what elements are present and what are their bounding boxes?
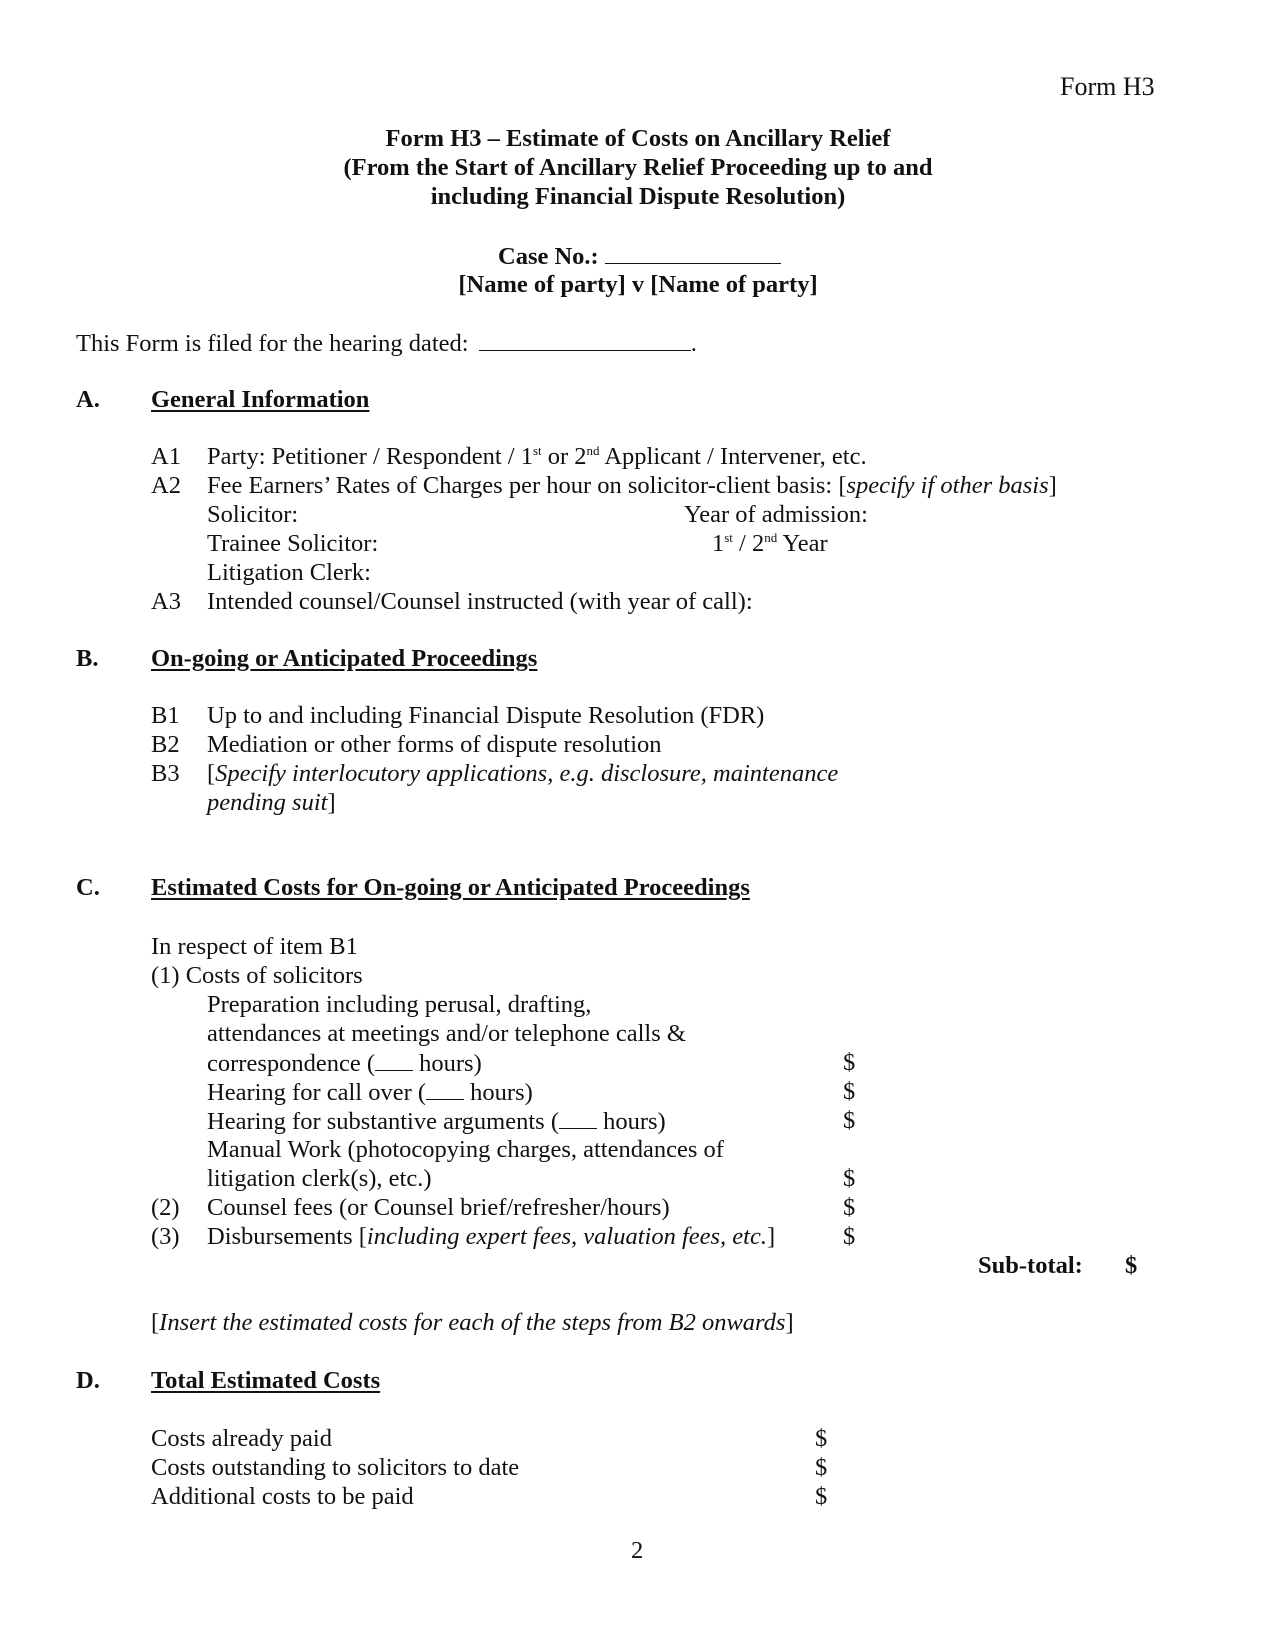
case-no-row — [498, 241, 781, 271]
currency-counsel: $ — [843, 1194, 856, 1221]
callover-hours-blank[interactable] — [426, 1077, 464, 1100]
filed-for-label: This Form is filed for the hearing dated: — [76, 330, 469, 357]
section-c-letter: C. — [76, 874, 100, 901]
a2-italic: specify if other basis — [846, 472, 1049, 499]
additional-costs-currency: $ — [815, 1483, 828, 1510]
costs-paid-label: Costs already paid — [151, 1425, 332, 1452]
disb-num: (3) — [151, 1223, 180, 1250]
solicitor-label: Solicitor: — [207, 501, 299, 528]
prep-line1: Preparation including perusal, drafting, — [207, 991, 592, 1018]
costs-paid-currency: $ — [815, 1425, 828, 1452]
b2-text: Mediation or other forms of dispute resolution — [207, 731, 662, 758]
b2-num: B2 — [151, 731, 180, 758]
b1-text: Up to and including Financial Dispute Resolution (FDR) — [207, 702, 765, 729]
costs-outstanding-label: Costs outstanding to solicitors to date — [151, 1454, 520, 1481]
prep-line2: attendances at meetings and/or telephone calls & — [207, 1020, 686, 1047]
b3-line1 — [207, 759, 838, 788]
a1-sup2: nd — [586, 443, 600, 458]
callover-line — [207, 1077, 533, 1107]
a1-pre: Party: Petitioner / Respondent / 1 — [207, 443, 533, 470]
currency-manual: $ — [843, 1165, 856, 1192]
section-d-heading: Total Estimated Costs — [151, 1367, 381, 1394]
year-mid: / 2 — [732, 530, 765, 557]
substantive-b: hours) — [596, 1108, 666, 1135]
a2-num: A2 — [151, 472, 181, 499]
substantive-a: Hearing for substantive arguments ( — [207, 1108, 559, 1135]
a2-main: Fee Earners’ Rates of Charges per hour on solicitor-client basis: [ — [207, 472, 847, 499]
b3-num: B3 — [151, 760, 180, 787]
prep-hours-blank[interactable] — [375, 1048, 413, 1071]
year-post: Year — [777, 530, 828, 557]
a1-mid: or 2 — [541, 443, 587, 470]
a1-num: A1 — [151, 443, 181, 470]
trainee-year — [712, 529, 828, 558]
costs-solicitors: (1) Costs of solicitors — [151, 962, 363, 989]
prep-line3 — [207, 1048, 482, 1078]
form-label: Form H3 — [1060, 72, 1155, 101]
disb-italic: including expert fees, valuation fees, etc. — [366, 1223, 767, 1250]
section-b-letter: B. — [76, 645, 99, 672]
subtotal-label: Sub-total: — [978, 1252, 1083, 1279]
form-subtitle-line2: including Financial Dispute Resolution) — [430, 183, 846, 210]
disb-pre: Disbursements [ — [207, 1223, 367, 1250]
a1-sup1: st — [532, 443, 542, 458]
section-d-letter: D. — [76, 1367, 100, 1394]
counsel-num: (2) — [151, 1194, 180, 1221]
year-sup2: nd — [764, 530, 778, 545]
section-b-heading: On-going or Anticipated Proceedings — [151, 645, 538, 672]
filed-for-period: . — [690, 330, 697, 357]
insert-close: ] — [785, 1309, 794, 1336]
a1-post: Applicant / Intervener, etc. — [599, 443, 867, 470]
hearing-date-blank[interactable] — [479, 328, 691, 351]
page-number: 2 — [631, 1537, 644, 1564]
prep3-a: correspondence ( — [207, 1050, 376, 1077]
b1-num: B1 — [151, 702, 180, 729]
substantive-line — [207, 1106, 666, 1136]
form-title: Form H3 – Estimate of Costs on Ancillary Relief — [385, 125, 891, 152]
year-sup1: st — [724, 530, 733, 545]
year-admission-label: Year of admission: — [684, 501, 868, 528]
b3-italic2: pending suit — [207, 789, 328, 816]
callover-a: Hearing for call over ( — [207, 1079, 427, 1106]
substantive-hours-blank[interactable] — [559, 1106, 597, 1129]
trainee-label: Trainee Solicitor: — [207, 530, 379, 557]
callover-b: hours) — [464, 1079, 533, 1106]
form-subtitle-line1: (From the Start of Ancillary Relief Proceeding up to and — [343, 154, 933, 181]
currency-substantive: $ — [843, 1107, 856, 1134]
currency-prep: $ — [843, 1049, 856, 1076]
manual-line2: litigation clerk(s), etc.) — [207, 1165, 432, 1192]
currency-disb: $ — [843, 1223, 856, 1250]
section-a-letter: A. — [76, 386, 100, 413]
b3-open: [ — [207, 760, 216, 787]
prep3-b: hours) — [413, 1050, 482, 1077]
a1-text — [207, 442, 867, 471]
case-no-blank[interactable] — [605, 241, 781, 264]
a3-text: Intended counsel/Counsel instructed (with year of call): — [207, 588, 753, 615]
section-c-heading: Estimated Costs for On-going or Anticipated Proceedings — [151, 874, 750, 901]
respect-item: In respect of item B1 — [151, 933, 358, 960]
case-no-label: Case No.: — [498, 243, 599, 270]
manual-line1: Manual Work (photocopying charges, attendances of — [207, 1136, 724, 1163]
a2-close: ] — [1048, 472, 1057, 499]
b3-line2 — [207, 788, 336, 817]
currency-callover: $ — [843, 1078, 856, 1105]
insert-open: [ — [151, 1309, 160, 1336]
disb-close: ] — [766, 1223, 776, 1250]
b3-close: ] — [327, 789, 336, 816]
subtotal-currency: $ — [1125, 1252, 1138, 1279]
section-a-heading: General Information — [151, 386, 370, 413]
insert-italic: Insert the estimated costs for each of the steps from B2 onwards — [159, 1309, 786, 1336]
parties: [Name of party] v [Name of party] — [458, 271, 818, 298]
disb-text — [207, 1222, 775, 1251]
a2-text — [207, 471, 1057, 500]
additional-costs-label: Additional costs to be paid — [151, 1483, 414, 1510]
insert-note — [151, 1308, 794, 1337]
a3-num: A3 — [151, 588, 181, 615]
counsel-text: Counsel fees (or Counsel brief/refresher/hours) — [207, 1194, 670, 1221]
costs-outstanding-currency: $ — [815, 1454, 828, 1481]
year-pre: 1 — [712, 530, 725, 557]
clerk-label: Litigation Clerk: — [207, 559, 371, 586]
b3-italic1: Specify interlocutory applications, e.g. disclosure, maintenance — [215, 760, 839, 787]
filed-for-row — [76, 328, 697, 358]
